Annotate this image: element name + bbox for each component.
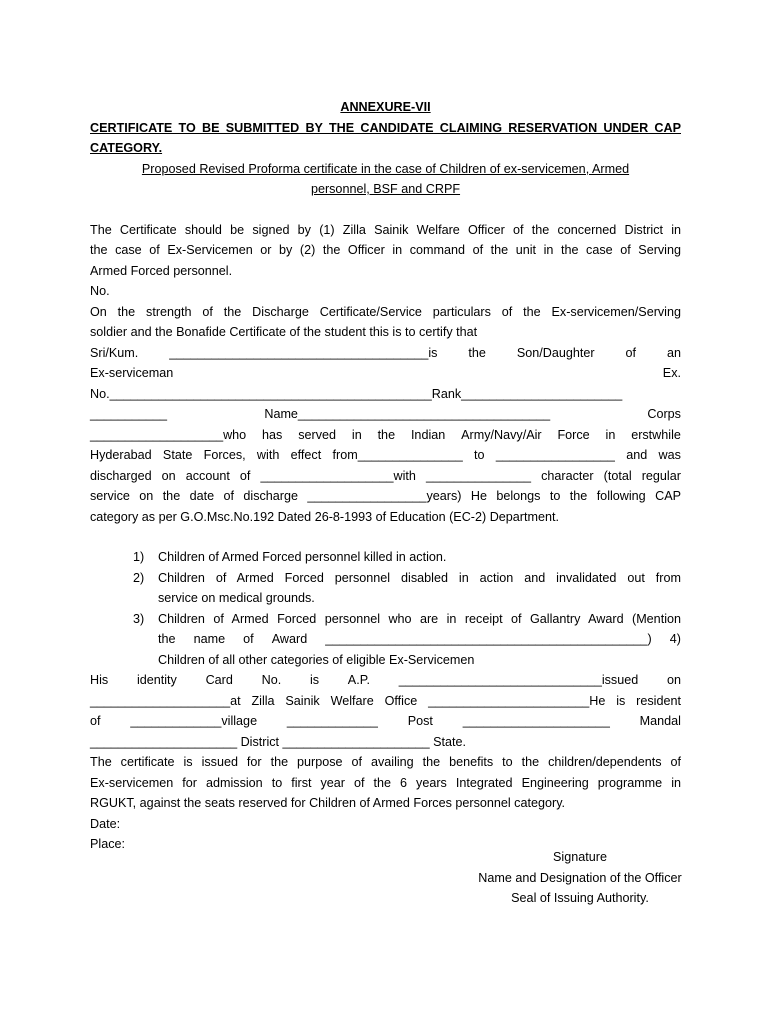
row-word: and	[626, 448, 648, 462]
row-word: _____________village	[130, 714, 258, 728]
row-word: served	[298, 427, 337, 442]
row-word: (total	[603, 468, 632, 483]
list-item	[133, 609, 681, 671]
district-line: _____________________ District _____________________ State.	[90, 734, 467, 749]
spacer	[90, 527, 681, 547]
row-word: erstwhile	[631, 427, 681, 442]
list-item	[133, 568, 681, 609]
discharged-row	[90, 466, 681, 487]
purpose-line1: The certificate is issued for the purpose of availing the benefits to the children/dependents of	[90, 755, 681, 769]
category-line: category as per G.O.Msc.No.192 Dated 26-8-1993 of Education (EC-2) Department.	[90, 509, 559, 524]
service-row	[90, 486, 681, 507]
name-blank: _____________________________________is	[169, 345, 438, 360]
row-word: account	[185, 468, 230, 483]
row-word: on	[139, 489, 154, 503]
row-word: is	[616, 693, 626, 708]
date-label: Date:	[90, 816, 121, 831]
row-word: name	[193, 632, 226, 646]
signature-label: Signature	[553, 850, 607, 864]
row-word: discharged	[90, 468, 152, 483]
row-word: His	[90, 673, 109, 687]
sri-kum-row	[90, 343, 681, 364]
row-word: Office	[384, 693, 418, 708]
row-word: CAP	[655, 489, 681, 503]
row-word: has	[262, 427, 283, 442]
row-word: service	[90, 489, 130, 503]
row-word: _______________________He	[428, 693, 606, 708]
row-word: identity	[136, 673, 177, 687]
row-word: ____________________at	[90, 693, 241, 708]
row-word: Welfare	[330, 693, 374, 708]
list-text: service on medical grounds.	[158, 591, 315, 605]
row-word: to	[549, 489, 561, 503]
row-word: belongs	[496, 489, 541, 503]
served-row	[90, 425, 681, 446]
blank-field: ___________	[90, 407, 168, 421]
row-word: of	[90, 714, 101, 728]
row-word: _____________________________issued	[398, 673, 639, 687]
place-label: Place:	[90, 837, 126, 851]
row-word: Army/Navy/Air	[461, 427, 542, 442]
row-word: the	[468, 345, 486, 360]
intro-line3: Armed Forced personnel.	[90, 263, 233, 278]
row-word: Sainik	[285, 693, 320, 708]
row-word: Son/Daughter	[516, 345, 595, 360]
row-word: the	[162, 489, 181, 503]
row-word: Post	[407, 714, 433, 728]
row-word: Forces,	[203, 448, 246, 462]
list-number: 3)	[133, 611, 145, 626]
row-word: Card	[205, 673, 233, 687]
row-word: regular	[641, 468, 681, 483]
list-item	[133, 547, 681, 568]
row-word: ___________________who	[90, 427, 247, 442]
number-label: No.	[90, 284, 110, 298]
row-word: discharge	[243, 489, 299, 503]
row-word: effect	[290, 448, 322, 462]
award-blank: ______________________________________________)	[325, 632, 652, 646]
row-word: _____________________	[462, 714, 610, 728]
row-word: A.P.	[347, 673, 370, 687]
certificate-title-line2: CATEGORY.	[90, 141, 163, 155]
category-list	[90, 547, 681, 670]
row-word: Corps	[647, 407, 681, 421]
annexure-heading: ANNEXURE-VII	[340, 100, 431, 114]
row-word: from_______________	[332, 448, 463, 462]
row-word: the	[158, 632, 176, 646]
list-text: Children of all other categories of eligible Ex-Servicemen	[158, 652, 475, 667]
strength-line2: soldier and the Bonafide Certificate of the student this is to certify that	[90, 325, 478, 339]
row-word: of	[239, 468, 251, 483]
award-row	[158, 629, 681, 650]
row-word: character	[541, 468, 594, 483]
proforma-subtitle-line1: Proposed Revised Proforma certificate in the case of Children of ex-servicemen, Armed	[141, 161, 630, 176]
row-word: was	[658, 448, 681, 462]
row-word: of	[243, 632, 254, 646]
row-word: an	[666, 345, 681, 360]
strength-line1: On the strength of the Discharge Certificate/Service particulars of the Ex-servicemen/Serving	[90, 304, 681, 319]
name-corps-row	[90, 404, 681, 425]
list-number: 1)	[133, 550, 145, 564]
row-word: _________________years)	[307, 489, 462, 503]
spacer	[90, 200, 681, 220]
list-text: Children of Armed Forced personnel killed in action.	[158, 550, 447, 564]
row-word: in	[351, 427, 362, 442]
row-word: _____________	[286, 714, 378, 728]
row-word: of	[223, 489, 235, 503]
certificate-title-line1: CERTIFICATE TO BE SUBMITTED BY THE CANDIDATE CLAIMING RESERVATION UNDER CAP	[90, 120, 681, 135]
list-text: Children of Armed Forced personnel disabled in action and invalidated out from	[158, 570, 681, 585]
row-word: State	[162, 448, 193, 462]
row-word: No.	[261, 673, 282, 687]
row-word: with	[256, 448, 280, 462]
row-word: on	[161, 468, 176, 483]
row-word: Zilla	[251, 693, 275, 708]
seal-label: Seal of Issuing Authority.	[511, 891, 649, 905]
row-word: to	[474, 448, 485, 462]
purpose-line2: Ex-servicemen for admission to first year of the 6 years Integrated Engineering programme in	[90, 775, 681, 790]
row-word: ___________________with	[260, 468, 416, 483]
row-word: Indian	[410, 427, 446, 442]
row-word: in	[605, 427, 616, 442]
row-word: of	[625, 345, 637, 360]
list-text: Children of Armed Forced personnel who are in receipt of Gallantry Award (Mention	[158, 611, 681, 626]
list-number: 2)	[133, 570, 145, 585]
row-word: 4)	[669, 632, 681, 646]
row-word: Mandal	[639, 714, 681, 728]
number-rank-row: No.______________________________________________Rank_______________________	[90, 386, 623, 401]
row-word: date	[189, 489, 215, 503]
row-word: the	[377, 427, 396, 442]
intro-line2: the case of Ex-Servicemen or by (2) the Officer in command of the unit in the case of Serving	[90, 243, 681, 257]
row-word: is	[309, 673, 320, 687]
identity-card-row	[90, 670, 681, 691]
name-field: Name____________________________________	[264, 407, 551, 421]
signature-block	[450, 847, 710, 909]
row-word: following	[596, 489, 646, 503]
intro-line1: The Certificate should be signed by (1) Zilla Sainik Welfare Officer of the concerned District in	[90, 222, 681, 237]
row-word: resident	[636, 693, 681, 708]
officer-designation-label: Name and Designation of the Officer	[478, 870, 682, 885]
row-word: Award	[271, 632, 308, 646]
row-word: _________________	[495, 448, 615, 462]
ex-serviceman-row	[90, 363, 681, 384]
row-word: Force	[557, 427, 590, 442]
row-word: the	[569, 489, 588, 503]
row-word: on	[666, 673, 681, 687]
certificate-document	[90, 97, 682, 905]
purpose-line3: RGUKT, against the seats reserved for Children of Armed Forces personnel category.	[90, 796, 566, 810]
village-row	[90, 711, 681, 732]
row-word: Hyderabad	[90, 448, 152, 462]
row-word: Sri/Kum.	[90, 345, 139, 360]
hyderabad-row	[90, 445, 681, 466]
row-word: Ex.	[662, 366, 681, 380]
proforma-subtitle-line2: personnel, BSF and CRPF	[310, 182, 461, 196]
row-word: _______________	[425, 468, 532, 483]
row-word: He	[470, 489, 487, 503]
office-row	[90, 691, 681, 712]
row-word: Ex-serviceman	[90, 366, 174, 380]
